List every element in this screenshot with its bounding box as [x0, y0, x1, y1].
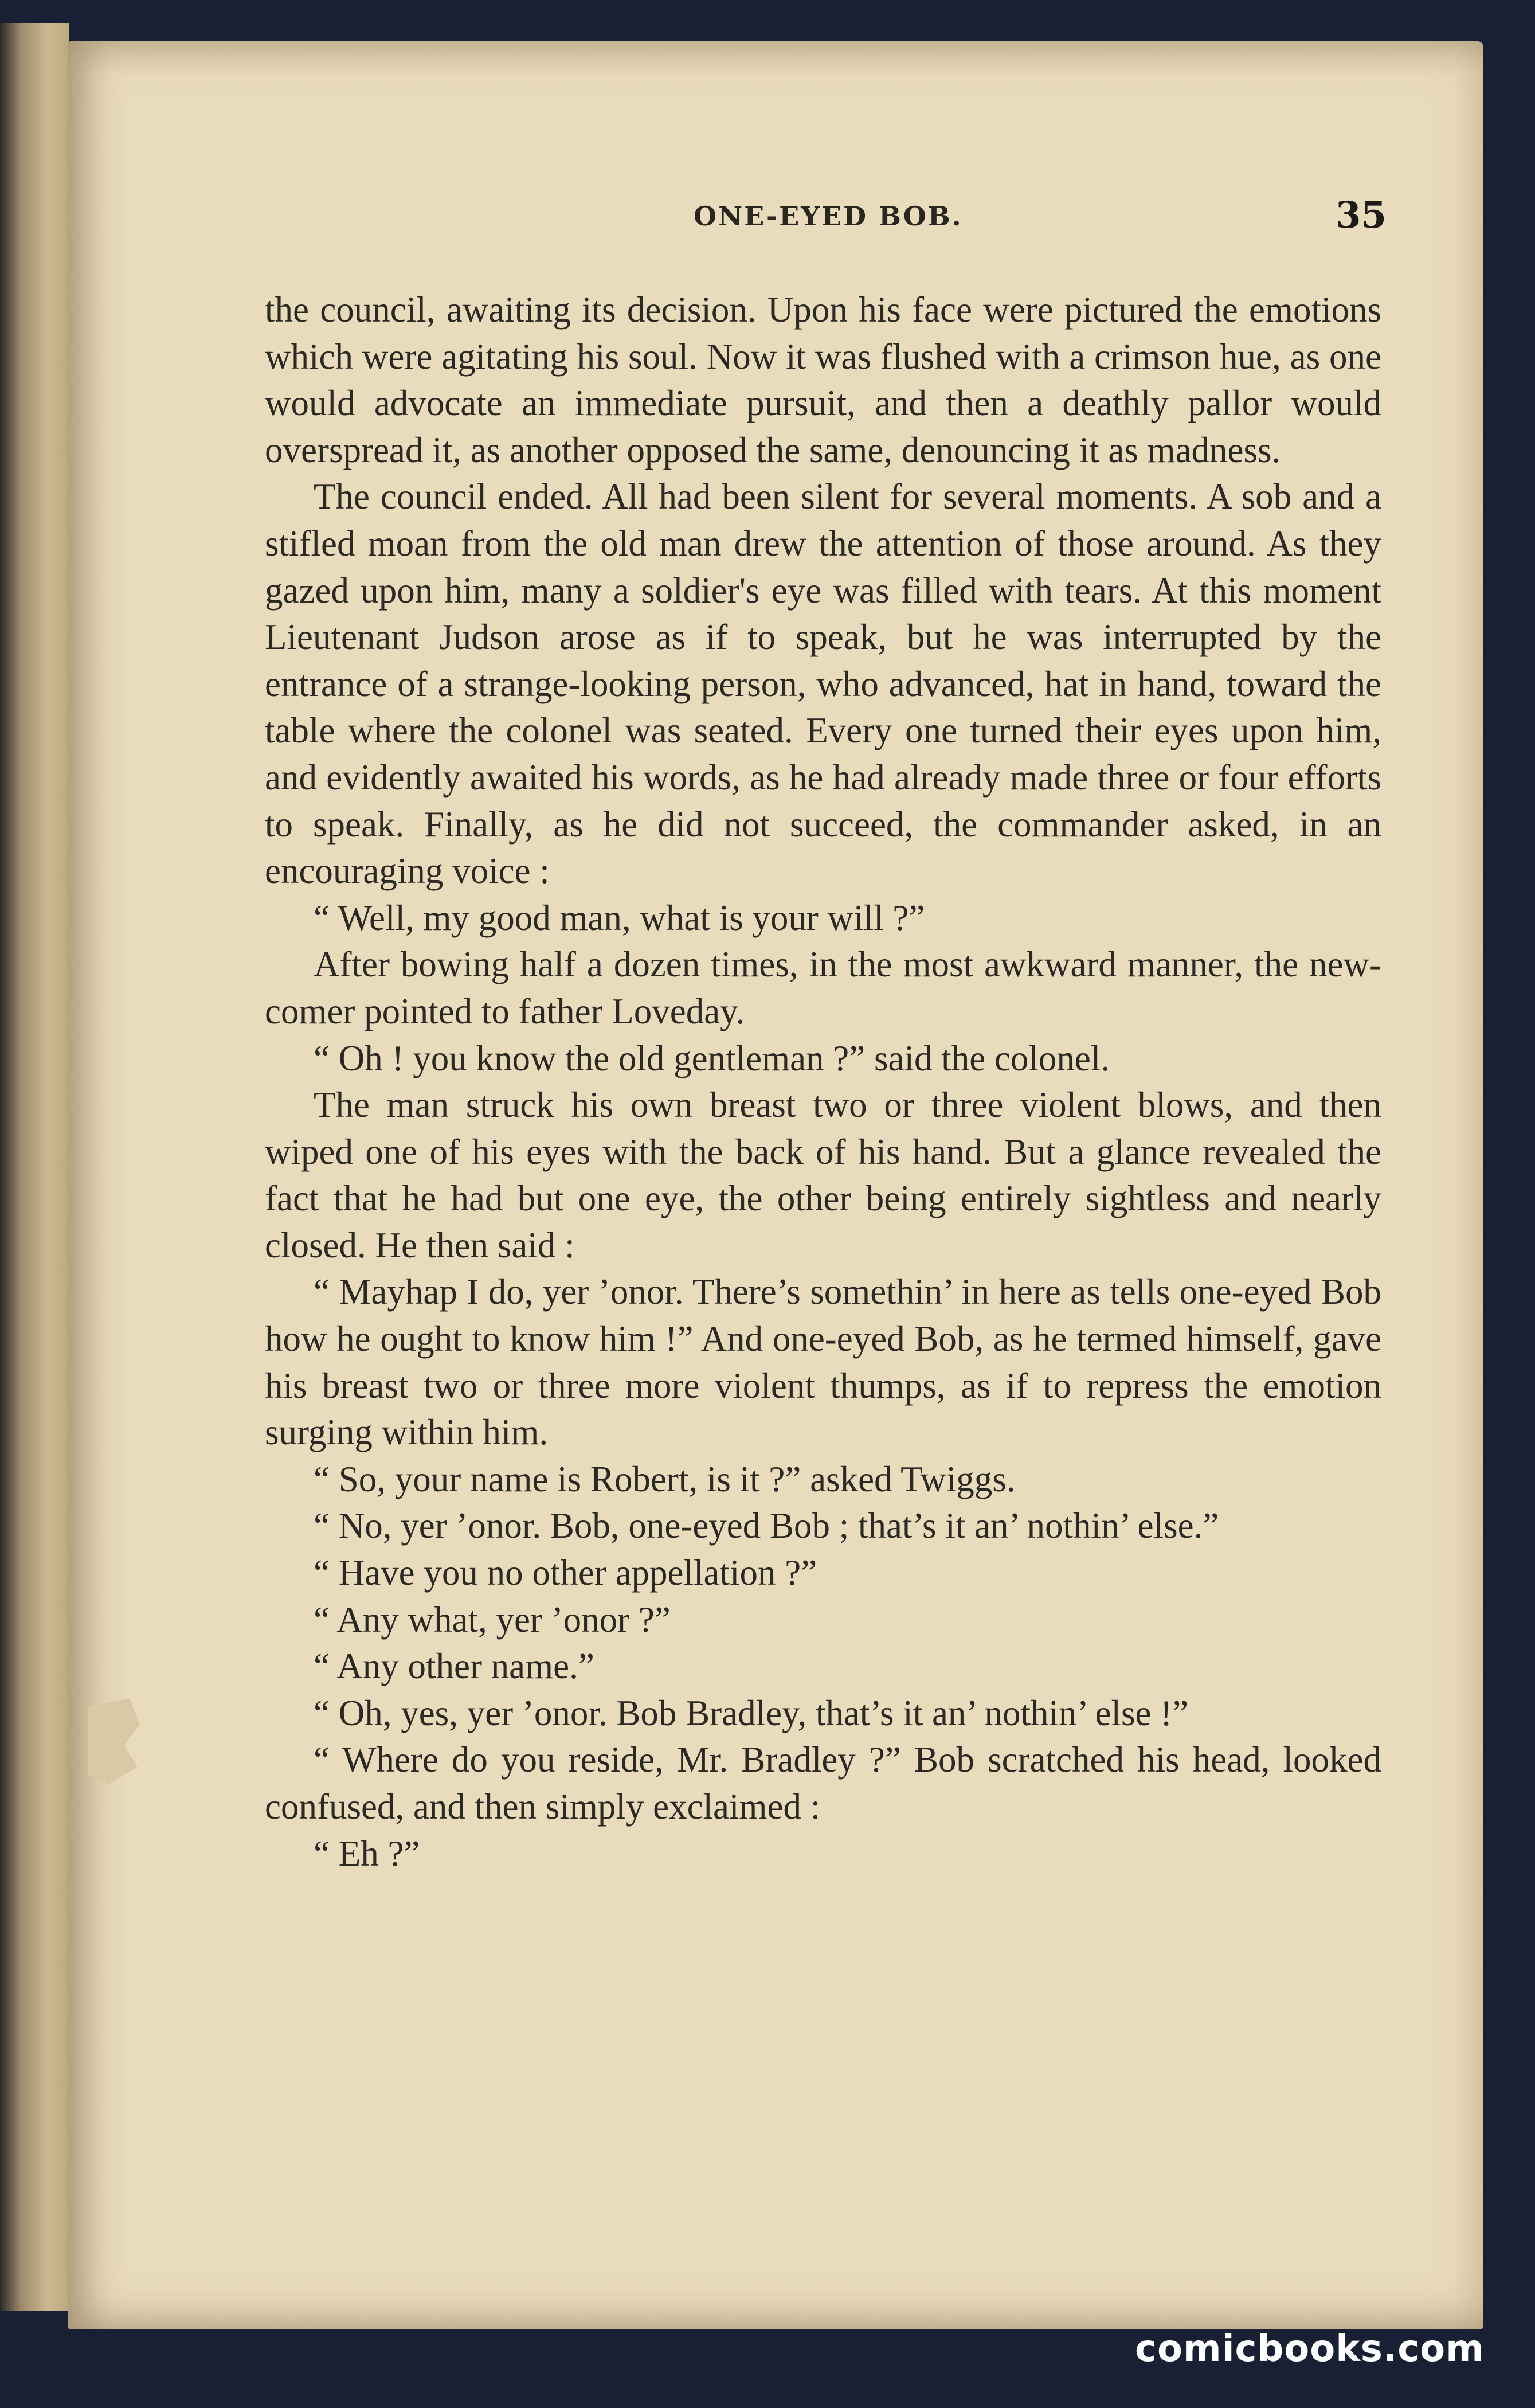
page-number: 35	[1336, 194, 1387, 237]
body-text	[265, 287, 1381, 1877]
paragraph: The man struck his own breast two or three violent blows, and then wiped one of his eyes with the back of his hand. But a glance revealed the fact that he had but one eye, the other being entirely sightless and nearly closed. He then said :	[265, 1085, 1381, 1265]
paragraph: “ So, your name is Robert, is it ?” asked Twiggs.	[314, 1459, 1016, 1499]
previous-page-edge	[0, 23, 69, 2311]
paragraph: “ Any what, yer ’onor ?”	[314, 1599, 671, 1640]
paragraph: “ Mayhap I do, yer ’onor. There’s somethin’ in here as tells one-eyed Bob how he ought to know him !” And one-eyed Bob, as he termed himself, gave his breast two or three more violent thumps, as if to repress the emotion surging within him.	[265, 1272, 1381, 1453]
running-head	[0, 194, 1535, 252]
paragraph: “ Have you no other appellation ?”	[314, 1553, 817, 1593]
running-title: ONE-EYED BOB.	[694, 201, 963, 232]
paragraph: “ No, yer ’onor. Bob, one-eyed Bob ; that’s it an’ nothin’ else.”	[314, 1506, 1219, 1546]
paragraph: “ Well, my good man, what is your will ?”	[314, 897, 925, 938]
page-tear	[88, 1698, 140, 1784]
paragraph: “ Oh ! you know the old gentleman ?” said the colonel.	[314, 1038, 1110, 1078]
paragraph: “ Oh, yes, yer ’onor. Bob Bradley, that’s it an’ nothin’ else !”	[314, 1692, 1189, 1733]
paragraph: After bowing half a dozen times, in the most awkward manner, the new-comer pointed to father Loveday.	[265, 944, 1381, 1031]
paragraph: “ Eh ?”	[314, 1833, 420, 1874]
paragraph: the council, awaiting its decision. Upon his face were pictured the emotions which were agitating his soul. Now it was flushed with a crimson hue, as one would advocate an immediate pursuit, and then a deathly pallor would overspread it, as another opposed the same, denouncing it as madness.	[265, 290, 1381, 470]
paragraph: “ Any other name.”	[314, 1646, 594, 1687]
site-watermark: comicbooks.com	[1135, 2328, 1485, 2370]
paragraph: “ Where do you reside, Mr. Bradley ?” Bob scratched his head, looked confused, and then simply exclaimed :	[265, 1739, 1381, 1827]
paragraph: The council ended. All had been silent for several moments. A sob and a stifled moan from the old man drew the attention of those around. As they gazed upon him, many a soldier's eye was filled with tears. At this moment Lieutenant Judson arose as if to speak, but he was interrupted by the entrance of a strange-looking person, who advanced, hat in hand, toward the table where the colonel was seated. Every one turned their eyes upon him, and evidently awaited his words, as he had already made three or four efforts to speak. Finally, as he did not succeed, the commander asked, in an encouraging voice :	[265, 476, 1381, 892]
